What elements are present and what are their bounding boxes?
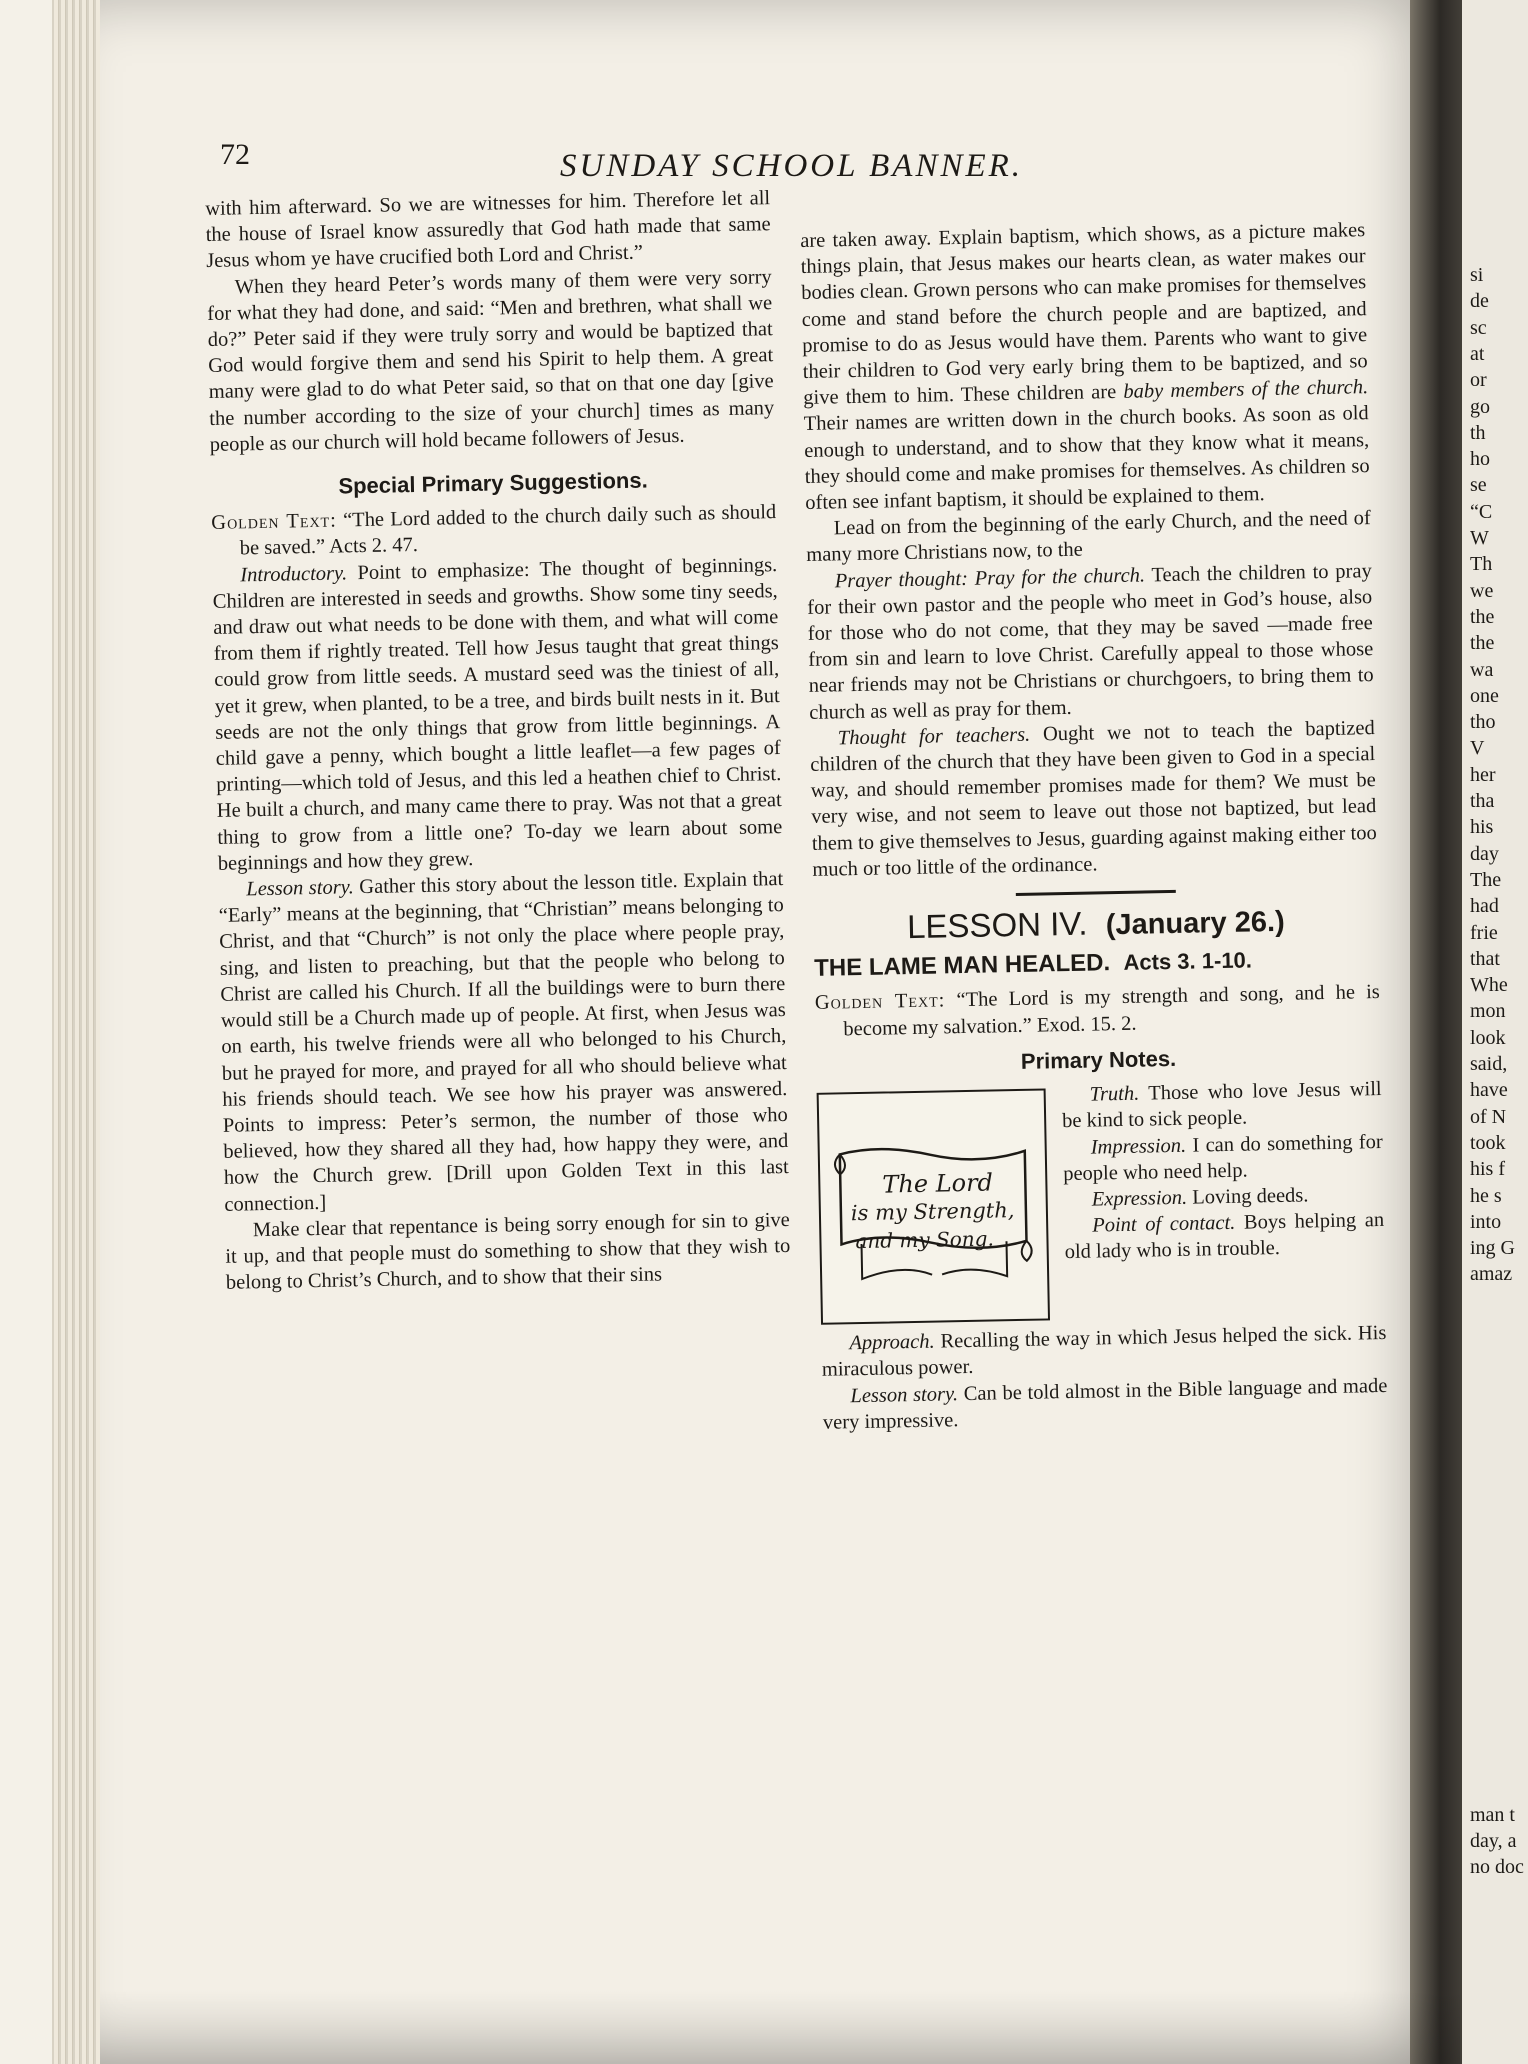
page-number: 72 xyxy=(220,138,250,171)
right-column xyxy=(800,217,1388,1436)
facing-page-fragment-text: Th xyxy=(1470,553,1493,576)
lesson-story-paragraph xyxy=(218,866,789,1217)
book-gutter xyxy=(1410,0,1470,2064)
lesson-story-body: Gather this story about the lesson title. Explain that “Early” means at the beginning, that “Christian” means belonging to Christ, and that “Church” is not only the place where people pray, sing, and listen to preaching, but that the people who belong to Christ are called his Church. If all the buildings were to burn there would still be a Church made up of people. At first, when Jesus was on earth, his twelve friends were all who belonged to his Church, but he prayed for more, and prayed for all who should believe what his friends should teach. We see how his prayer was answered. Points to impress: Peter’s sermon, the number of those who believed, how they shared all they had, how happy they were, and how the Church grew. [Drill upon Golden Text in this last connection.] xyxy=(218,868,789,1216)
introductory-label: Introductory. xyxy=(240,561,348,587)
facing-page-fragment-text: have xyxy=(1470,1079,1508,1102)
facing-page-fragment-text: took xyxy=(1470,1131,1506,1154)
story-paragraph xyxy=(822,1372,1388,1435)
lesson-date: (January 26.) xyxy=(1105,905,1286,942)
teachers-label: Thought for teachers. xyxy=(837,723,1031,750)
facing-page-fragment-text: he s xyxy=(1470,1184,1502,1207)
facing-page-fragment-text: sc xyxy=(1470,316,1487,339)
facing-page-fragment-text: amaz xyxy=(1470,1263,1513,1286)
facing-page-fragment-text: Whe xyxy=(1470,974,1508,997)
contact-label: Point of contact. xyxy=(1091,1211,1236,1237)
emphasis-text: baby members of the church. xyxy=(1123,376,1369,404)
page-shadow xyxy=(100,1990,1460,2064)
facing-page-fragment-text: tha xyxy=(1470,790,1495,812)
golden-text-body: “The Lord is my strength and song, and he is become my salvation.” Exod. 15. 2. xyxy=(843,981,1380,1041)
facing-page-fragment-text: The xyxy=(1470,868,1502,891)
facing-page-fragment-text: V xyxy=(1470,737,1485,760)
golden-text-body: “The Lord added to the church daily such as should be saved.” Acts 2. 47. xyxy=(239,501,777,560)
teachers-paragraph xyxy=(810,715,1378,883)
lesson-title: THE LAME MAN HEALED. xyxy=(813,949,1111,983)
facing-page-fragment-text: the xyxy=(1470,605,1495,628)
facing-page-fragment-text: ing G xyxy=(1470,1237,1515,1260)
lesson-reference: Acts 3. 1-10. xyxy=(1123,947,1253,976)
facing-page-fragment-text: wa xyxy=(1470,658,1494,681)
baptism-paragraph xyxy=(800,217,1370,516)
facing-page-fragment-text: “C xyxy=(1470,500,1493,523)
truth-label: Truth. xyxy=(1089,1082,1140,1106)
golden-text-label: Golden Text: xyxy=(814,989,946,1015)
contact-body: Boys helping an old lady who is in trouble. xyxy=(1064,1209,1385,1264)
expression-label: Expression. xyxy=(1091,1186,1188,1211)
notes-heading: Primary Notes. xyxy=(1020,1045,1177,1074)
lesson-heading xyxy=(813,905,1378,944)
prayer-label: Prayer thought: Pray for the church. xyxy=(834,564,1146,593)
facing-page-fragment-text: of N xyxy=(1470,1105,1507,1128)
impression-label: Impression. xyxy=(1090,1134,1187,1159)
facing-page-fragment-text: her xyxy=(1470,763,1496,786)
lesson-title-line xyxy=(814,945,1379,982)
left-column xyxy=(205,185,791,1296)
facing-page-fragment-text: at xyxy=(1470,342,1485,365)
facing-page-fragment-text: into xyxy=(1470,1210,1502,1233)
facing-page-fragment xyxy=(1462,0,1528,2064)
banner-text-line: and my Song. xyxy=(855,1226,995,1254)
facing-page-fragment-text: said, xyxy=(1470,1053,1508,1075)
expression-body: Loving deeds. xyxy=(1192,1184,1309,1209)
paragraph-text: Their names are written down in the church books. As soon as old enough to understand, and to show that they know what it means, they should come and make promises for themselves. As children so often see infant baptism, it should be explained to them. xyxy=(803,402,1370,514)
approach-label: Approach. xyxy=(849,1330,935,1355)
facing-page-fragment-text: man t xyxy=(1470,1804,1515,1826)
page-edge-stack xyxy=(52,0,107,2064)
facing-page-fragment-text: no doc xyxy=(1470,1856,1524,1878)
lesson-number: LESSON IV. xyxy=(906,904,1088,946)
facing-page-fragment-text: or xyxy=(1470,369,1487,392)
facing-page-fragment-text: the xyxy=(1470,632,1495,655)
facing-page-fragment-text: had xyxy=(1470,895,1499,918)
facing-page-fragment-text: frie xyxy=(1470,921,1498,944)
banner-text-line: The Lord xyxy=(882,1168,994,1199)
introductory-body: Point to emphasize: The thought of beginnings. Children are interested in seeds and growths. Show some tiny seeds, and draw out what needs to be done with them, and what will come from them if rightly treated. Tell how Jesus taught that great things could grow from little seeds. A mustard seed was the tiniest of all, yet it grew, when planted, to be a tree, and birds built nests in it. But seeds are not the only things that grow from little beginnings. A child gave a penny, which bought a little leaflet—a few pages of printing—which told of Jesus, and this led a heathen chief to Christ. He built a church, and many came there to pray. Was not that a great thing to grow from a little one? To-day we learn about some beginnings and how they grew. xyxy=(212,553,783,875)
facing-page-fragment-text: his xyxy=(1470,816,1494,839)
paragraph: with him afterward. So we are witnesses for him. Therefore let all the house of Israel know assuredly that God hath made that same Jesus whom ye have crucified both Lord and Christ.” xyxy=(205,187,771,273)
golden-text xyxy=(815,979,1381,1042)
facing-page-fragment-text: day xyxy=(1470,842,1499,865)
teachers-body: Ought we not to teach the baptized children of the church that they have been given to God in a special way, and should remember promises made for them? We must be very wise, and not seem to leave out those not baptized, but lead them to give themselves to Jesus, guarding against making either too much or too little of the ordinance. xyxy=(810,716,1377,881)
introductory-paragraph xyxy=(212,552,783,877)
prayer-paragraph xyxy=(807,558,1375,726)
facing-page-fragment-text: mon xyxy=(1470,1000,1506,1023)
facing-page-fragment-text: one xyxy=(1470,684,1499,707)
running-header xyxy=(220,138,1400,188)
paragraph-text: are taken away. Explain baptism, which shows, as a picture makes things plain, that Jesus makes our hearts clean, as water makes our bodies clean. Grown persons who can make promises for themselves come and stand before the church people and are baptized, and promise to do as Jesus would have them. Parents who want to give their children to God very early bring them to be baptized, and so give them to him. These children are xyxy=(800,219,1368,410)
paragraph: Make clear that repentance is being sorry enough for sin to give it up, and that people must do something to show that they wish to belong to Christ’s Church, and to show that their sins xyxy=(225,1208,791,1294)
impression-body: I can do something for people who need help. xyxy=(1062,1130,1383,1185)
scroll-banner-illustration xyxy=(817,1089,1050,1325)
lesson-story-label: Lesson story. xyxy=(246,876,354,901)
golden-text-label: Golden Text: xyxy=(211,509,338,535)
facing-page-fragment-text: we xyxy=(1470,579,1494,602)
facing-page-fragment-text: si xyxy=(1470,264,1484,286)
banner-text-line: is my Strength, xyxy=(850,1198,1015,1226)
facing-page-fragment-text: look xyxy=(1470,1026,1506,1049)
prayer-body: Teach the children to pray for their own pastor and the people who meet in God’s house, also for those who do not come, that they may be saved —made free from sin and learn to love Christ. Carefully appeal to those whose near friends may not be Christians or churchgoers, to bring them to church as well as pray for them. xyxy=(807,559,1374,724)
facing-page-fragment-text: his f xyxy=(1470,1158,1505,1181)
facing-page-fragment-text: se xyxy=(1470,474,1487,497)
facing-page-fragment-text: ho xyxy=(1470,448,1490,471)
journal-title: SUNDAY SCHOOL BANNER. xyxy=(560,148,1024,184)
story-label: Lesson story. xyxy=(850,1382,959,1407)
divider-rule xyxy=(1015,890,1175,896)
section-heading: Special Primary Suggestions. xyxy=(338,467,648,499)
facing-page-fragment-text: go xyxy=(1470,395,1490,418)
story-body: Can be told almost in the Bible language and made very impressive. xyxy=(822,1374,1388,1434)
facing-page-fragment-text: that xyxy=(1470,947,1500,970)
approach-body: Recalling the way in which Jesus helped the sick. His miraculous power. xyxy=(821,1322,1387,1382)
paragraph: When they heard Peter’s words many of them were very sorry for what they had done, and said: “Men and brethren, what shall we do?” Peter said if they were truly sorry and would be baptized that God would forgive them and send his Spirit to help them. A great many were glad to do what Peter said, so that on that one day [give the number according to the size of your church] times as many people as our church will hold became followers of Jesus. xyxy=(207,265,775,456)
facing-page-fragment-text: de xyxy=(1470,290,1489,313)
facing-page-fragment-text: day, a xyxy=(1470,1830,1517,1852)
facing-page-fragment-text: tho xyxy=(1470,711,1496,734)
truth-body: Those who love Jesus will be kind to sick people. xyxy=(1061,1078,1382,1133)
paragraph: Lead on from the beginning of the early Church, and the need of many more Christians now, to the xyxy=(806,507,1371,567)
facing-page-fragment-text: W xyxy=(1470,527,1489,549)
facing-page-fragment-text: th xyxy=(1470,421,1486,444)
